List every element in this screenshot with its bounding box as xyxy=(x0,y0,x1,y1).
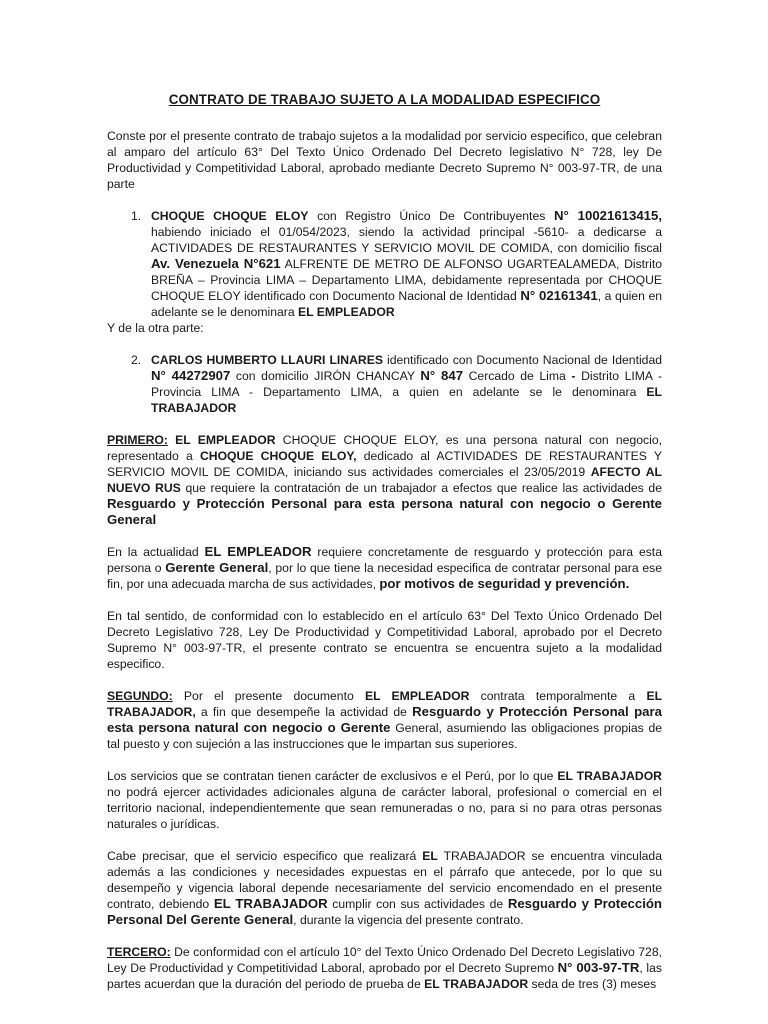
text-run: Cabe precisar, que el servicio especifico que realizará xyxy=(107,849,423,863)
worker-dni: N° 44272907 xyxy=(151,368,231,383)
text-run: Los servicios que se contratan tienen carácter de exclusivos e el Perú, por lo que xyxy=(107,769,558,783)
intro-paragraph: Conste por el presente contrato de trabajo sujetos a la modalidad por servicio especifico, que celebran al amparo del artículo 63° Del Texto Único Ordenado Del Decreto legislativo N° 728, ley De Productividad y Competitividad Laboral, aprobado mediante Decreto Supremo N° 003-97-TR, de una parte xyxy=(107,129,662,191)
paragraph-servicios xyxy=(107,768,662,832)
employer-dni: N° 02161341 xyxy=(520,288,598,303)
text-run: ALFRENTE DE METRO DE ALFONSO UGARTEALAMEDA, Distrito BREÑA – Provincia LIMA – Departamento LIMA, debidamente representada por CHOQUE CHOQUE ELOY identificado con Documento Nacional de Identidad xyxy=(151,257,662,303)
text-run: no podrá ejercer actividades adicionales alguna de carácter laboral, profesional o comercial en el territorio nacional, independientemente que sean remuneradas o no, para si no para otras personas naturales o jurídicas. xyxy=(107,785,662,831)
text-run: con domicilio JIRÓN CHANCAY xyxy=(230,369,421,383)
clause-segundo xyxy=(107,688,662,752)
text-run: EL TRABAJADOR, xyxy=(107,689,663,719)
text-run: CHOQUE CHOQUE ELOY, xyxy=(199,449,357,463)
text-run: Resguardo y Protección Personal para esta persona natural con negocio o Gerente General xyxy=(107,496,662,527)
party-employer-item xyxy=(107,208,662,320)
contract-title: CONTRATO DE TRABAJO SUJETO A LA MODALIDAD ESPECIFICO xyxy=(168,92,601,107)
worker-street-number: N° 847 xyxy=(420,368,464,383)
worker-designation: EL TRABAJADOR xyxy=(151,385,662,415)
list-number: 1. xyxy=(131,209,142,223)
text-run: Por el presente documento xyxy=(172,689,365,703)
text-run: - xyxy=(571,369,576,383)
text-run: identificado con Documento Nacional de Identidad xyxy=(382,353,663,367)
text-run: CHOQUE CHOQUE ELOY, es una persona natural con negocio, representado a xyxy=(107,433,662,463)
text-run: EL TRABAJADOR xyxy=(424,977,529,991)
text-run: que requiere la contratación de un trabajador a efectos que realice las actividades de xyxy=(180,481,662,495)
text-run: Distrito LIMA - Provincia LIMA - Departamento LIMA, a quien en adelante se le denominara xyxy=(151,369,662,399)
list-number: 2. xyxy=(131,353,142,367)
text-run: N° 003-97-TR xyxy=(557,960,640,975)
text-run: De conformidad con el artículo 10° del Texto Único Ordenado Del Decreto Legislativo 728, Ley De Productividad y Competitividad Laboral, aprobado por el Decreto Supremo xyxy=(107,945,662,975)
text-run: EL EMPLEADOR xyxy=(167,433,276,447)
text-run: AFECTO AL NUEVO RUS xyxy=(107,465,662,495)
text-run: EL TRABAJADOR xyxy=(557,769,662,783)
clause-tercero xyxy=(107,944,662,992)
paragraph-tal-sentido: En tal sentido, de conformidad con lo establecido en el artículo 63° Del Texto Único Ordenado Del Decreto Legislativo 728, Ley De Productividad y Competitividad Laboral, aprobado por el Decreto Supremo N° 003-97-TR, el presente contrato se encuentra se encuentra sujeto a la modalidad especifico. xyxy=(107,609,662,671)
text-run: contrata temporalmente a xyxy=(469,689,647,703)
clause-label: PRIMERO: xyxy=(107,433,168,447)
text-run: dedicado al ACTIVIDADES DE RESTAURANTES Y SERVICIO MOVIL DE COMIDA, iniciando sus actividades comerciales el 23/05/2019 xyxy=(107,449,662,479)
text-run: EL xyxy=(422,849,438,863)
clause-label: TERCERO: xyxy=(107,945,171,959)
text-run: Resguardo y Protección Personal Del Gerente General xyxy=(107,896,662,927)
clause-label: SEGUNDO: xyxy=(107,689,173,703)
clause-primero xyxy=(107,432,662,528)
text-run: , a quien en adelante se le denominara xyxy=(151,289,663,319)
text-run: cumplir con sus actividades de xyxy=(327,897,508,911)
text-run: Resguardo y Protección Personal para esta persona natural con negocio o Gerente xyxy=(107,704,662,735)
text-run: EL EMPLEADOR xyxy=(204,544,312,559)
text-run: , durante la vigencia del presente contrato. xyxy=(293,913,524,927)
text-run: En la actualidad xyxy=(107,545,205,559)
party-worker-item xyxy=(107,352,662,416)
text-run: requiere concretamente de resguardo y protección para esta persona o xyxy=(107,545,662,575)
text-run: habiendo iniciado el 01/054/2023, siendo la actividad principal -5610- a dedicarse a ACTIVIDADES DE RESTAURANTES Y SERVICIO MOVIL DE COMIDA, con domicilio fiscal xyxy=(151,225,662,255)
text-run: , por lo que tiene la necesidad especifica de contratar personal para ese fin, por una adecuada marcha de sus actividades, xyxy=(107,561,662,591)
text-run: EL TRABAJADOR xyxy=(213,896,328,911)
text-run: con Registro Único De Contribuyentes xyxy=(308,209,554,223)
worker-name: CARLOS HUMBERTO LLAURI LINARES xyxy=(151,353,383,367)
text-run: EL EMPLEADOR xyxy=(364,689,470,703)
text-run: Gerente General xyxy=(165,560,269,575)
text-run: , las partes acuerdan que la duración del periodo de prueba de xyxy=(107,961,662,991)
employer-designation: EL EMPLEADOR xyxy=(298,305,395,319)
employer-address: Av. Venezuela N°621 xyxy=(151,256,281,271)
employer-ruc: N° 10021613415, xyxy=(553,208,662,223)
text-run: Cercado de Lima xyxy=(463,369,572,383)
text-run: seda de tres (3) meses xyxy=(528,977,657,991)
employer-name: CHOQUE CHOQUE ELOY xyxy=(151,209,309,223)
text-run: General, asumiendo las obligaciones propias de tal puesto y con sujeción a las instrucciones que le impartan sus superiores. xyxy=(107,721,662,751)
paragraph-actualidad xyxy=(107,544,662,592)
paragraph-cabe-precisar xyxy=(107,848,662,928)
other-part-line: Y de la otra parte: xyxy=(107,321,204,335)
text-run: TRABAJADOR se encuentra vinculada además a las condiciones y necesidades expuestas en el párrafo que antecede, por lo que su desempeño y vigencia laboral depende necesariamente del servicio encomendado en el presente contrato, debiendo xyxy=(107,849,662,911)
text-run: por motivos de seguridad y prevención. xyxy=(379,576,630,591)
text-run: a fin que desempeñe la actividad de xyxy=(195,705,413,719)
